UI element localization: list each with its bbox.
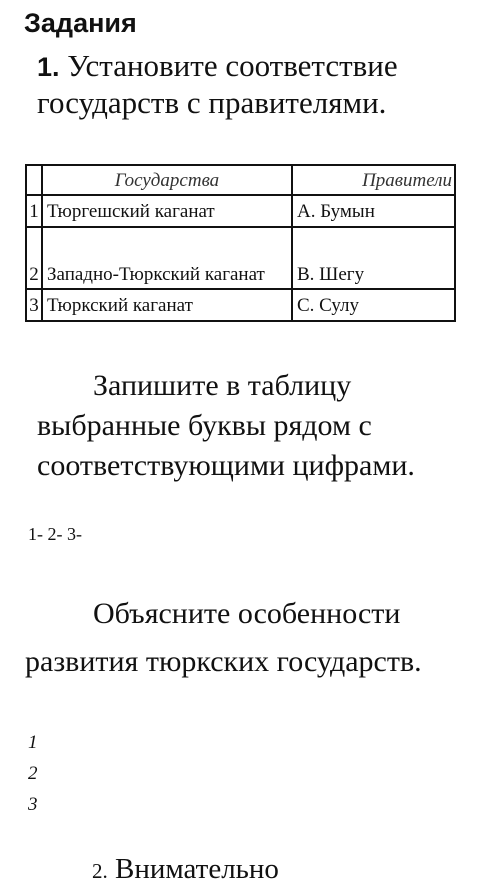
- explain-instruction: [25, 590, 475, 686]
- state-cell: Тюркский каганат: [42, 289, 292, 321]
- state-cell: Западно-Тюркский каганат: [42, 227, 292, 289]
- explain-line-1: Объясните особенности: [93, 597, 401, 630]
- row-number: 1: [26, 195, 42, 227]
- header-rulers: Правители: [292, 165, 455, 195]
- matching-table: [25, 164, 456, 322]
- table-row: [26, 195, 455, 227]
- table-row: [26, 289, 455, 321]
- answer-template: 1- 2- 3-: [28, 524, 82, 544]
- task-1-number: 1.: [37, 52, 60, 82]
- task-2-instruction: [92, 852, 279, 888]
- ruler-cell: А. Бумын: [292, 195, 455, 227]
- header-index-cell: [26, 165, 42, 195]
- task-1-instruction: [37, 48, 477, 121]
- ruler-cell: В. Шегу: [292, 227, 455, 289]
- header-states: Государства: [42, 165, 292, 195]
- task-2-text: Внимательно: [115, 853, 279, 885]
- list-item: 3: [28, 794, 38, 815]
- section-heading: Задания: [24, 8, 137, 38]
- state-cell: Тюргешский каганат: [42, 195, 292, 227]
- table-row: [26, 227, 455, 289]
- ruler-cell: С. Сулу: [292, 289, 455, 321]
- row-number: 3: [26, 289, 42, 321]
- numbered-answer-lines: [28, 727, 38, 820]
- write-instruction: Запишите в таблицу выбранные буквы рядом с соответствующими цифрами.: [37, 369, 415, 482]
- row-number: 2: [26, 227, 42, 289]
- table-header-row: [26, 165, 455, 195]
- list-item: 1: [28, 732, 38, 753]
- task-1-text: Установите соответствие государств с правителями.: [37, 48, 398, 120]
- task-2-number: 2.: [92, 859, 108, 883]
- list-item: 2: [28, 763, 38, 784]
- explain-line-2: развития тюркских государств.: [25, 645, 422, 678]
